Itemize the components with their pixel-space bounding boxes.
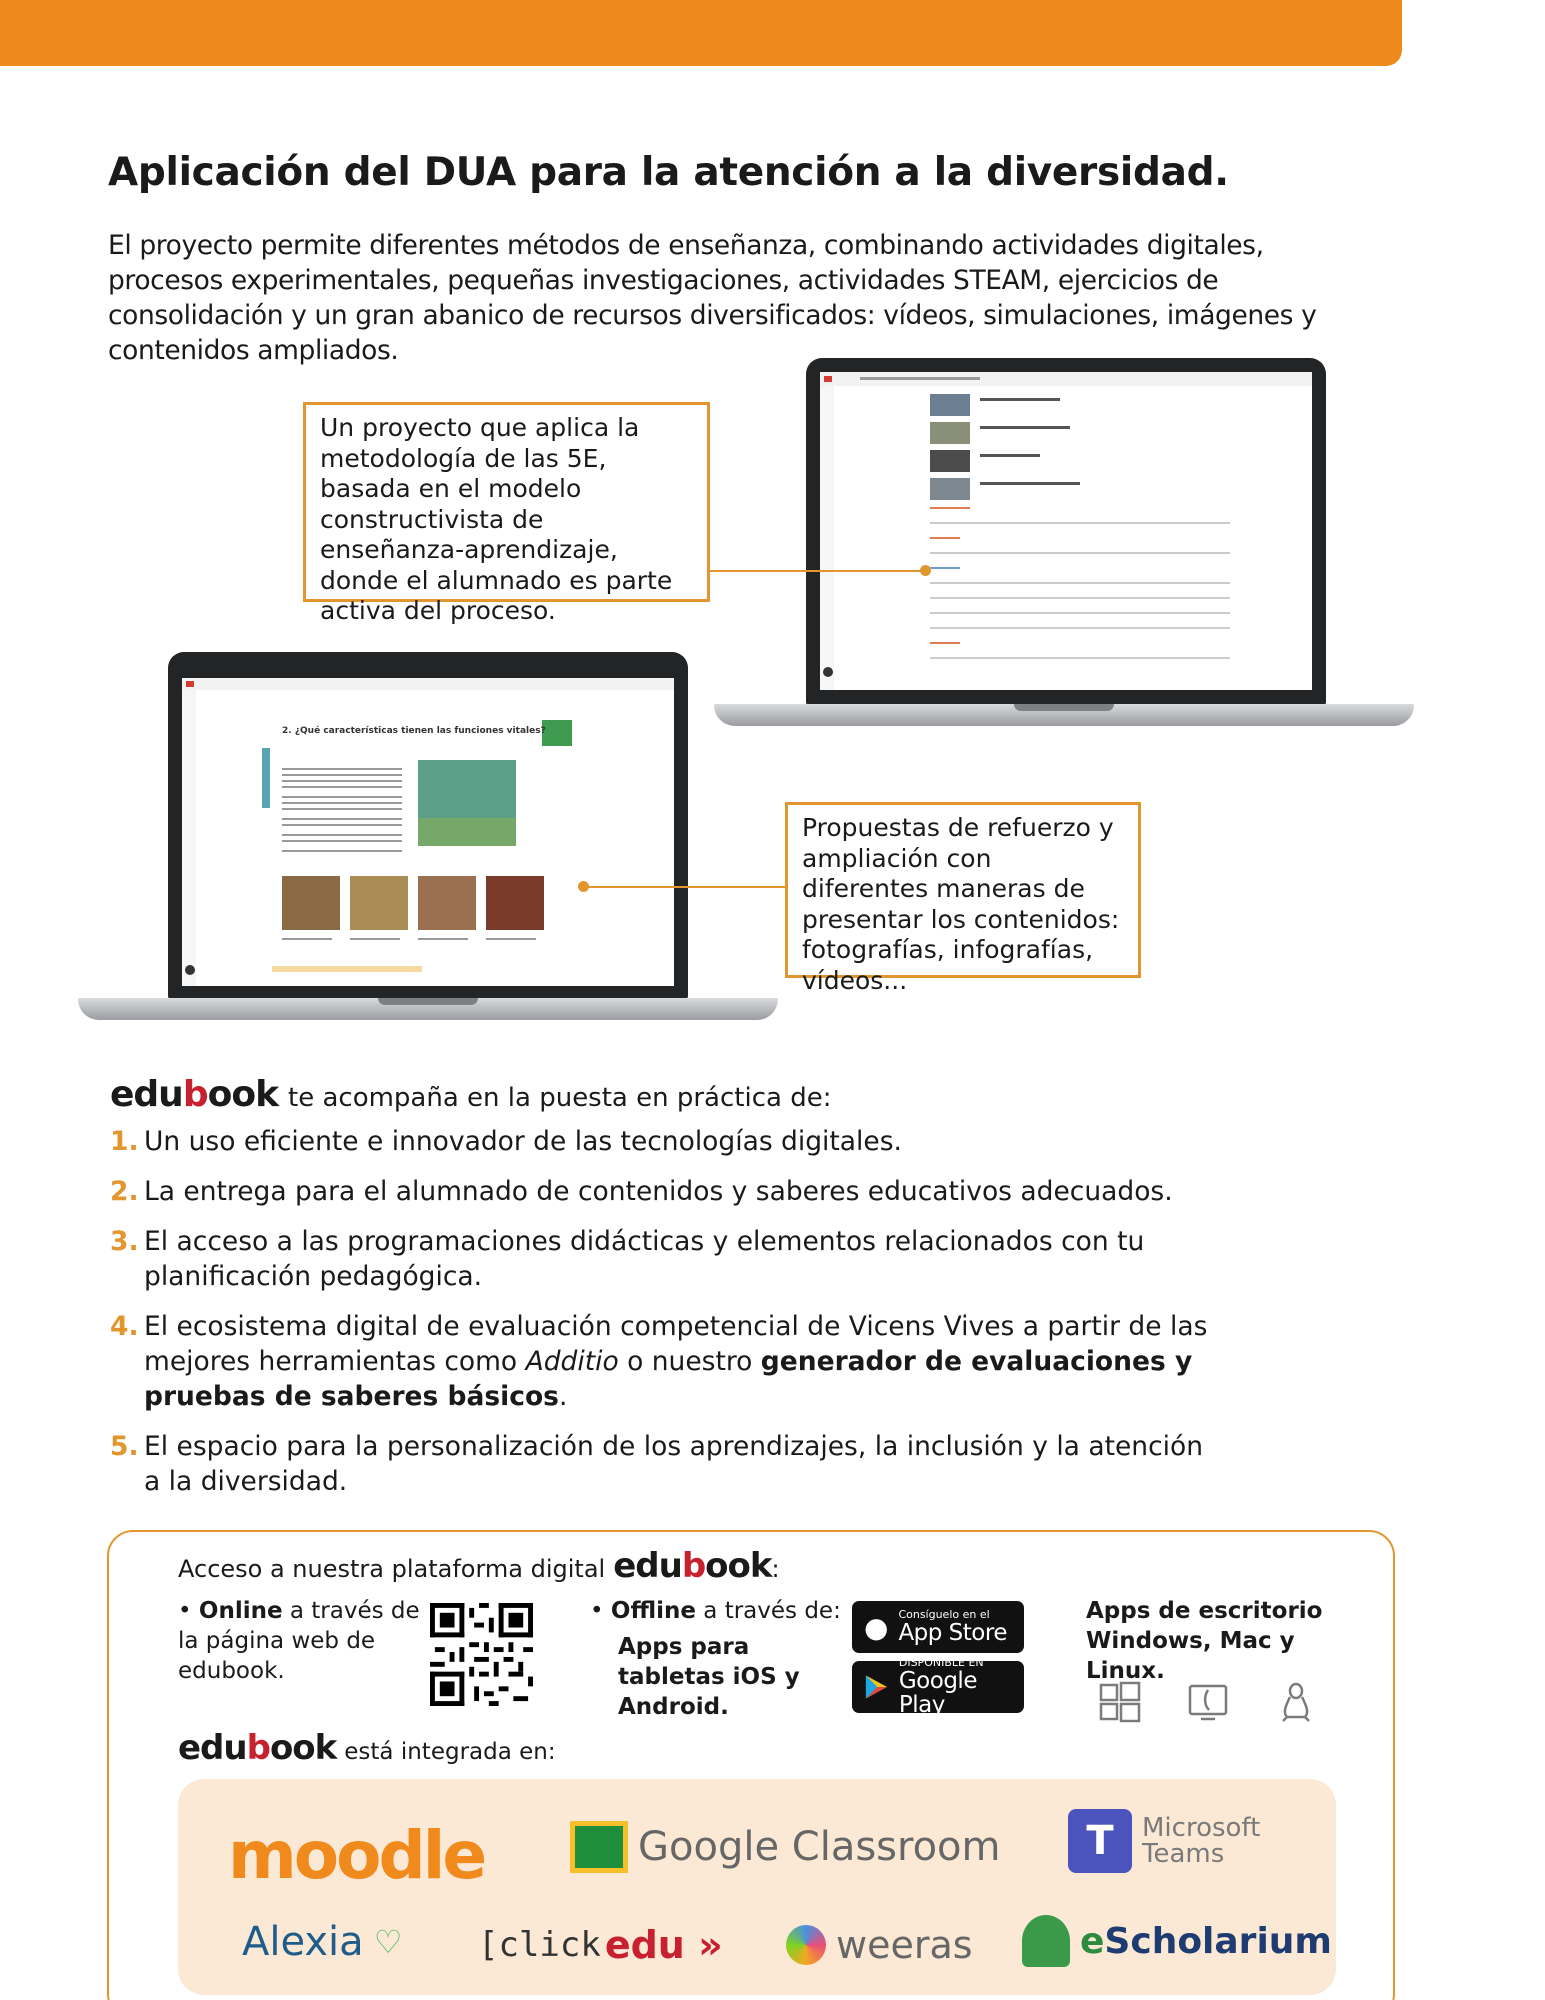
offline-access: • Offline a través de: Apps para tabletas iOS y Android. [590,1598,841,1720]
escholarium-icon [1022,1915,1070,1967]
qr-code[interactable] [430,1603,533,1706]
lesson-page-screenshot [182,678,674,986]
list-item: 5. El espacio para la personalización de los aprendizajes, la inclusión y la atención a la diversidad. [110,1431,1204,1497]
weeras-icon [786,1925,826,1965]
clickedu-logo: [click edu » [478,1923,723,1967]
google-classroom-logo: Google Classroom [570,1821,1001,1873]
course-index-screenshot [820,372,1312,690]
google-play-icon [864,1673,889,1701]
list-item: 3. El acceso a las programaciones didácticas y elementos relacionados con tu planificación pedagógica. [110,1226,1145,1292]
desktop-apps: Apps de escritorio Windows, Mac y Linux. [1086,1598,1323,1684]
list-item: 1. Un uso eficiente e innovador de las tecnologías digitales. [110,1126,902,1157]
top-accent-bar [0,0,1402,66]
page-title: Aplicación del DUA para la atención a la diversidad. [108,150,1229,195]
integrated-heading: edubook está integrada en: [178,1728,556,1768]
edubook-logo: edubook [110,1074,279,1115]
laptop-right [714,358,1414,748]
google-play-button[interactable]: DISPONIBLE EN Google Play [852,1661,1024,1713]
classroom-icon [570,1821,628,1873]
connector-dot [920,565,931,576]
alexia-logo: Alexia ♡ [242,1919,403,1965]
laptop-left-screen [182,678,674,986]
apple-icon: ● [864,1610,889,1644]
edubook-intro: edubook te acompaña en la puesta en práctica de: [110,1074,832,1115]
weeras-logo: weeras [786,1923,973,1967]
connector-dot [578,881,589,892]
teams-icon: T [1068,1809,1132,1873]
lesson-heading: 2. ¿Qué características tienen las funciones vitales? [282,726,546,736]
callout-reinforcement: Propuestas de refuerzo y ampliación con diferentes maneras de presentar los contenidos: fotografías, infografías, vídeos... [785,802,1141,978]
alexia-icon: ♡ [373,1923,403,1961]
laptop-left [78,652,778,1042]
mac-icon[interactable] [1186,1680,1230,1724]
microsoft-teams-logo: T Microsoft Teams [1068,1809,1260,1873]
moodle-logo: moodle [228,1817,485,1894]
escholarium-logo: eScholarium [1022,1915,1332,1967]
edubook-logo: edubook [178,1728,337,1768]
list-item: 2. La entrega para el alumnado de contenidos y saberes educativos adecuados. [110,1176,1173,1207]
os-icons [1098,1680,1318,1724]
laptop-right-screen [820,372,1312,690]
intro-paragraph: El proyecto permite diferentes métodos de enseñanza, combinando actividades digitales, procesos experimentales, pequeñas investigaciones, actividades STEAM, ejercicios de consolidación y un gran abanico de recursos diversificados: vídeos, simulaciones, imágenes y contenidos ampliados. [108,230,1317,366]
list-item: 4. El ecosistema digital de evaluación competencial de Vicens Vives a partir de las mejores herramientas como Additio o nuestro generador de evaluaciones y pruebas de saberes básicos. [110,1311,1208,1412]
callout-5e-methodology: Un proyecto que aplica la metodología de las 5E, basada en el modelo constructivista de enseñanza-aprendizaje, donde el alumnado es parte activa del proceso. [303,402,710,602]
connector-line [710,570,925,572]
edubook-logo: edubook [613,1546,772,1586]
partners-panel [178,1779,1336,1995]
online-access: • Online a través de la página web de edubook. [178,1598,420,1684]
connector-line [584,886,785,888]
linux-icon[interactable] [1274,1680,1318,1724]
windows-icon[interactable] [1098,1680,1142,1724]
access-title: Acceso a nuestra plataforma digital edubook : [178,1546,780,1586]
benefits-list [110,1124,1220,1514]
app-store-button[interactable]: ● Consíguelo en el App Store [852,1601,1024,1653]
